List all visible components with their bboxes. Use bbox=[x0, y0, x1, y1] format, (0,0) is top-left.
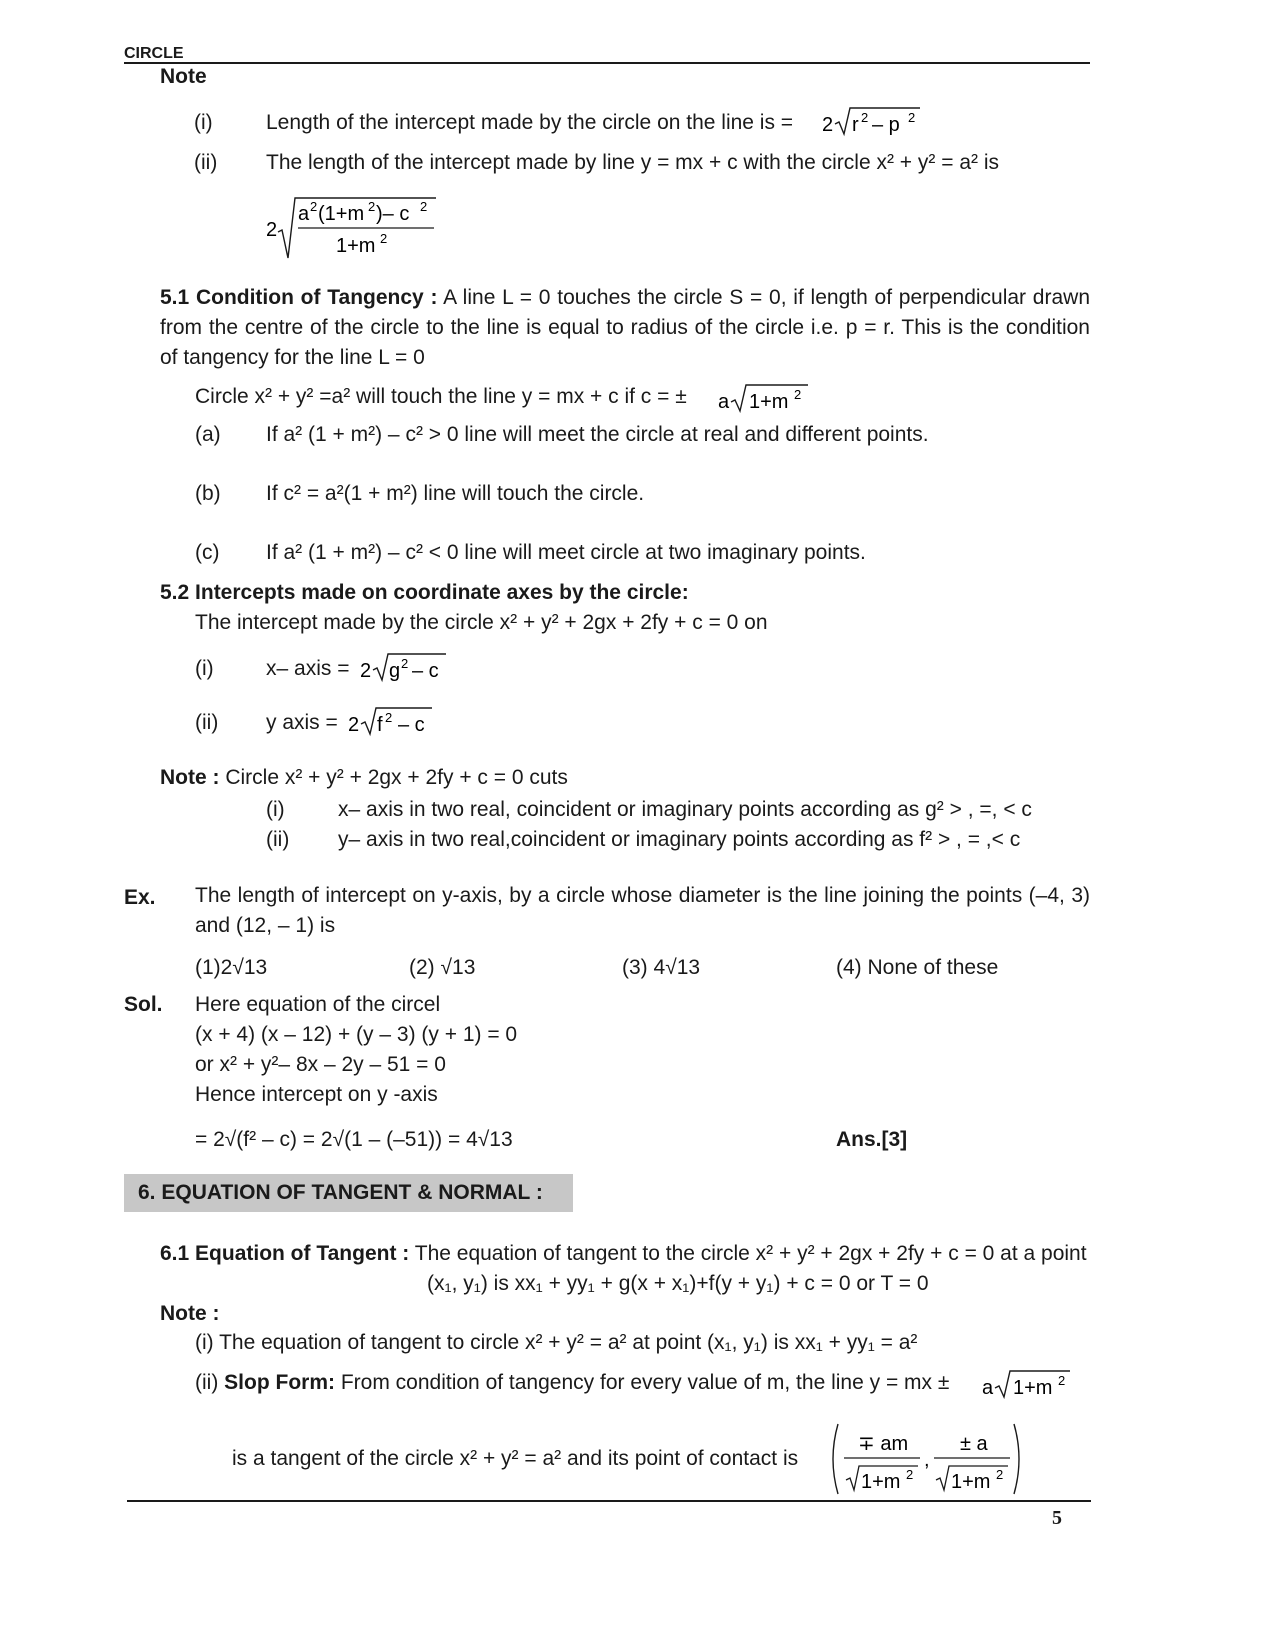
s51-b-text: If c² = a²(1 + m²) line will touch the circle. bbox=[266, 482, 645, 505]
s52-i-text: x– axis = bbox=[266, 657, 350, 680]
s52-ii-text: y axis = bbox=[266, 711, 338, 734]
s61-line-1 bbox=[160, 1241, 1087, 1266]
example-question: The length of intercept on y-axis, by a circle whose diameter is the line joining the points (–4, 3) and (12, – 1) is bbox=[195, 884, 1090, 937]
svg-text:– p: – p bbox=[872, 114, 900, 136]
note1-ii-label: (ii) bbox=[194, 151, 218, 174]
s61-ii-label: (ii) bbox=[195, 1371, 219, 1394]
s61-line-2: (x₁, y₁) is xx₁ + yy₁ + g(x + x₁)+f(y + y₁) + c = 0 or T = 0 bbox=[427, 1272, 929, 1295]
s52-intro: The intercept made by the circle x² + y² + 2gx + 2fy + c = 0 on bbox=[195, 611, 768, 634]
solution-answer: Ans.[3] bbox=[836, 1128, 908, 1151]
s51-c-text: If a² (1 + m²) – c² < 0 line will meet circle at two imaginary points. bbox=[266, 541, 866, 564]
s61-note-ii bbox=[195, 1370, 949, 1395]
note1-title: Note bbox=[160, 65, 207, 88]
solution-line-1: Here equation of the circel bbox=[195, 993, 441, 1016]
note2-i-text: x– axis in two real, coincident or imaginary points according as g² > , =, < c bbox=[338, 798, 1032, 821]
note2-ii-text: y– axis in two real,coincident or imaginary points according as f² > , = ,< c bbox=[338, 828, 1021, 851]
svg-text:1+m: 1+m bbox=[861, 1471, 901, 1493]
note2-line bbox=[160, 765, 568, 790]
svg-text:2: 2 bbox=[385, 710, 393, 725]
example-label: Ex. bbox=[124, 886, 156, 909]
example-option-2 bbox=[409, 955, 475, 980]
svg-text:2: 2 bbox=[266, 219, 278, 241]
s61-text: The equation of tangent to the circle x² + y² + 2gx + 2fy + c = 0 at a point bbox=[414, 1242, 1087, 1265]
s51-circle-line: Circle x² + y² =a² will touch the line y = mx + c if c = ± bbox=[195, 385, 687, 408]
running-header: CIRCLE bbox=[124, 45, 184, 62]
page-number: 5 bbox=[1052, 1507, 1062, 1529]
s61-note-label: Note : bbox=[160, 1302, 220, 1325]
solution-line-3: or x² + y²– 8x – 2y – 51 = 0 bbox=[195, 1053, 446, 1076]
option-4-label: (4) bbox=[836, 956, 862, 979]
s51-paragraph bbox=[160, 283, 1090, 373]
header-rule bbox=[124, 62, 1090, 64]
solution-line-2: (x + 4) (x – 12) + (y – 3) (y + 1) = 0 bbox=[195, 1023, 518, 1046]
s51-circle-formula bbox=[716, 378, 816, 414]
svg-text:2: 2 bbox=[996, 1467, 1004, 1482]
svg-text:1+m: 1+m bbox=[749, 391, 789, 413]
svg-text:,: , bbox=[924, 1449, 930, 1471]
svg-text:1+m: 1+m bbox=[336, 235, 376, 257]
svg-text:2: 2 bbox=[420, 199, 428, 214]
s61-heading: 6.1 Equation of Tangent : bbox=[160, 1242, 410, 1265]
s61-ii-text: From condition of tangency for every value of m, the line y = mx ± bbox=[340, 1371, 950, 1394]
option-1-label: (1) bbox=[195, 956, 221, 979]
s61-note-i: (i) The equation of tangent to circle x² + y² = a² at point (x₁, y₁) is xx₁ + yy₁ = a² bbox=[195, 1331, 918, 1354]
s61-ii-formula bbox=[980, 1364, 1080, 1400]
svg-text:2: 2 bbox=[794, 387, 802, 402]
svg-text:2: 2 bbox=[401, 656, 409, 671]
note2-label: Note : bbox=[160, 766, 220, 789]
note1-i-label: (i) bbox=[194, 111, 213, 134]
section6-title-band bbox=[124, 1174, 573, 1212]
svg-text:1+m: 1+m bbox=[951, 1471, 991, 1493]
s61-ii-bold: Slop Form: bbox=[224, 1371, 335, 1394]
s61-contact-formula bbox=[826, 1420, 1026, 1498]
svg-text:f: f bbox=[377, 714, 383, 736]
note1-i-text: Length of the intercept made by the circle on the line is = bbox=[266, 111, 794, 134]
option-3-value: 4√13 bbox=[653, 956, 701, 979]
s51-body: A line L = 0 touches the circle S = 0, if length of perpendicular drawn from the centre of the circle to the line is equal to radius of the circle i.e. p = r. This is the condition of tangency for the line L = 0 bbox=[160, 286, 1091, 369]
note2-i-label: (i) bbox=[266, 798, 285, 821]
option-2-value: √13 bbox=[440, 956, 476, 979]
svg-text:2: 2 bbox=[310, 199, 318, 214]
svg-text:a: a bbox=[718, 391, 730, 413]
s52-ii-label: (ii) bbox=[195, 711, 219, 734]
option-4-value: None of these bbox=[867, 956, 999, 979]
s51-c-label: (c) bbox=[195, 541, 220, 564]
svg-text:r: r bbox=[852, 114, 859, 136]
note1-i-formula bbox=[820, 102, 930, 138]
svg-text:2: 2 bbox=[368, 199, 376, 214]
s51-b-label: (b) bbox=[195, 482, 221, 505]
note2-ii-label: (ii) bbox=[266, 828, 290, 851]
svg-text:± a: ± a bbox=[960, 1433, 988, 1455]
svg-text:∓ am: ∓ am bbox=[858, 1433, 909, 1455]
s51-heading: 5.1 Condition of Tangency : bbox=[160, 286, 438, 309]
example-option-1 bbox=[195, 955, 267, 980]
s52-heading: 5.2 Intercepts made on coordinate axes by the circle: bbox=[160, 581, 689, 604]
note1-ii-formula bbox=[264, 192, 444, 264]
section6-title: 6. EQUATION OF TANGENT & NORMAL : bbox=[138, 1181, 543, 1204]
svg-text:2: 2 bbox=[380, 231, 388, 246]
solution-label: Sol. bbox=[124, 993, 163, 1016]
s51-a-text: If a² (1 + m²) – c² > 0 line will meet the circle at real and different points. bbox=[266, 423, 929, 446]
s52-i-formula bbox=[358, 648, 454, 684]
note1-ii-text: The length of the intercept made by line y = mx + c with the circle x² + y² = a² is bbox=[266, 151, 999, 174]
svg-text:a: a bbox=[298, 203, 310, 225]
solution-final: = 2√(f² – c) = 2√(1 – (–51)) = 4√13 bbox=[195, 1128, 513, 1151]
svg-text:)– c: )– c bbox=[376, 203, 410, 225]
svg-text:a: a bbox=[982, 1377, 994, 1399]
svg-text:g: g bbox=[389, 660, 401, 682]
s51-a-label: (a) bbox=[195, 423, 221, 446]
svg-text:– c: – c bbox=[398, 714, 425, 736]
svg-text:2: 2 bbox=[360, 660, 372, 682]
svg-text:2: 2 bbox=[861, 110, 869, 125]
footer-rule bbox=[127, 1500, 1091, 1502]
s61-contact-text: is a tangent of the circle x² + y² = a² and its point of contact is bbox=[232, 1447, 799, 1470]
note2-text: Circle x² + y² + 2gx + 2fy + c = 0 cuts bbox=[225, 766, 568, 789]
solution-line-4: Hence intercept on y -axis bbox=[195, 1083, 438, 1106]
svg-text:2: 2 bbox=[1058, 1373, 1066, 1388]
option-1-value: 2√13 bbox=[220, 956, 268, 979]
s52-ii-formula bbox=[346, 702, 442, 738]
option-3-label: (3) bbox=[622, 956, 648, 979]
s52-i-label: (i) bbox=[195, 657, 214, 680]
example-option-3 bbox=[622, 955, 700, 980]
option-2-label: (2) bbox=[409, 956, 435, 979]
example-option-4 bbox=[836, 955, 998, 980]
svg-text:2: 2 bbox=[906, 1467, 914, 1482]
svg-text:– c: – c bbox=[412, 660, 439, 682]
svg-text:2: 2 bbox=[908, 110, 916, 125]
svg-text:(1+m: (1+m bbox=[318, 203, 365, 225]
svg-text:2: 2 bbox=[822, 114, 834, 136]
svg-text:2: 2 bbox=[348, 714, 360, 736]
svg-text:1+m: 1+m bbox=[1013, 1377, 1053, 1399]
